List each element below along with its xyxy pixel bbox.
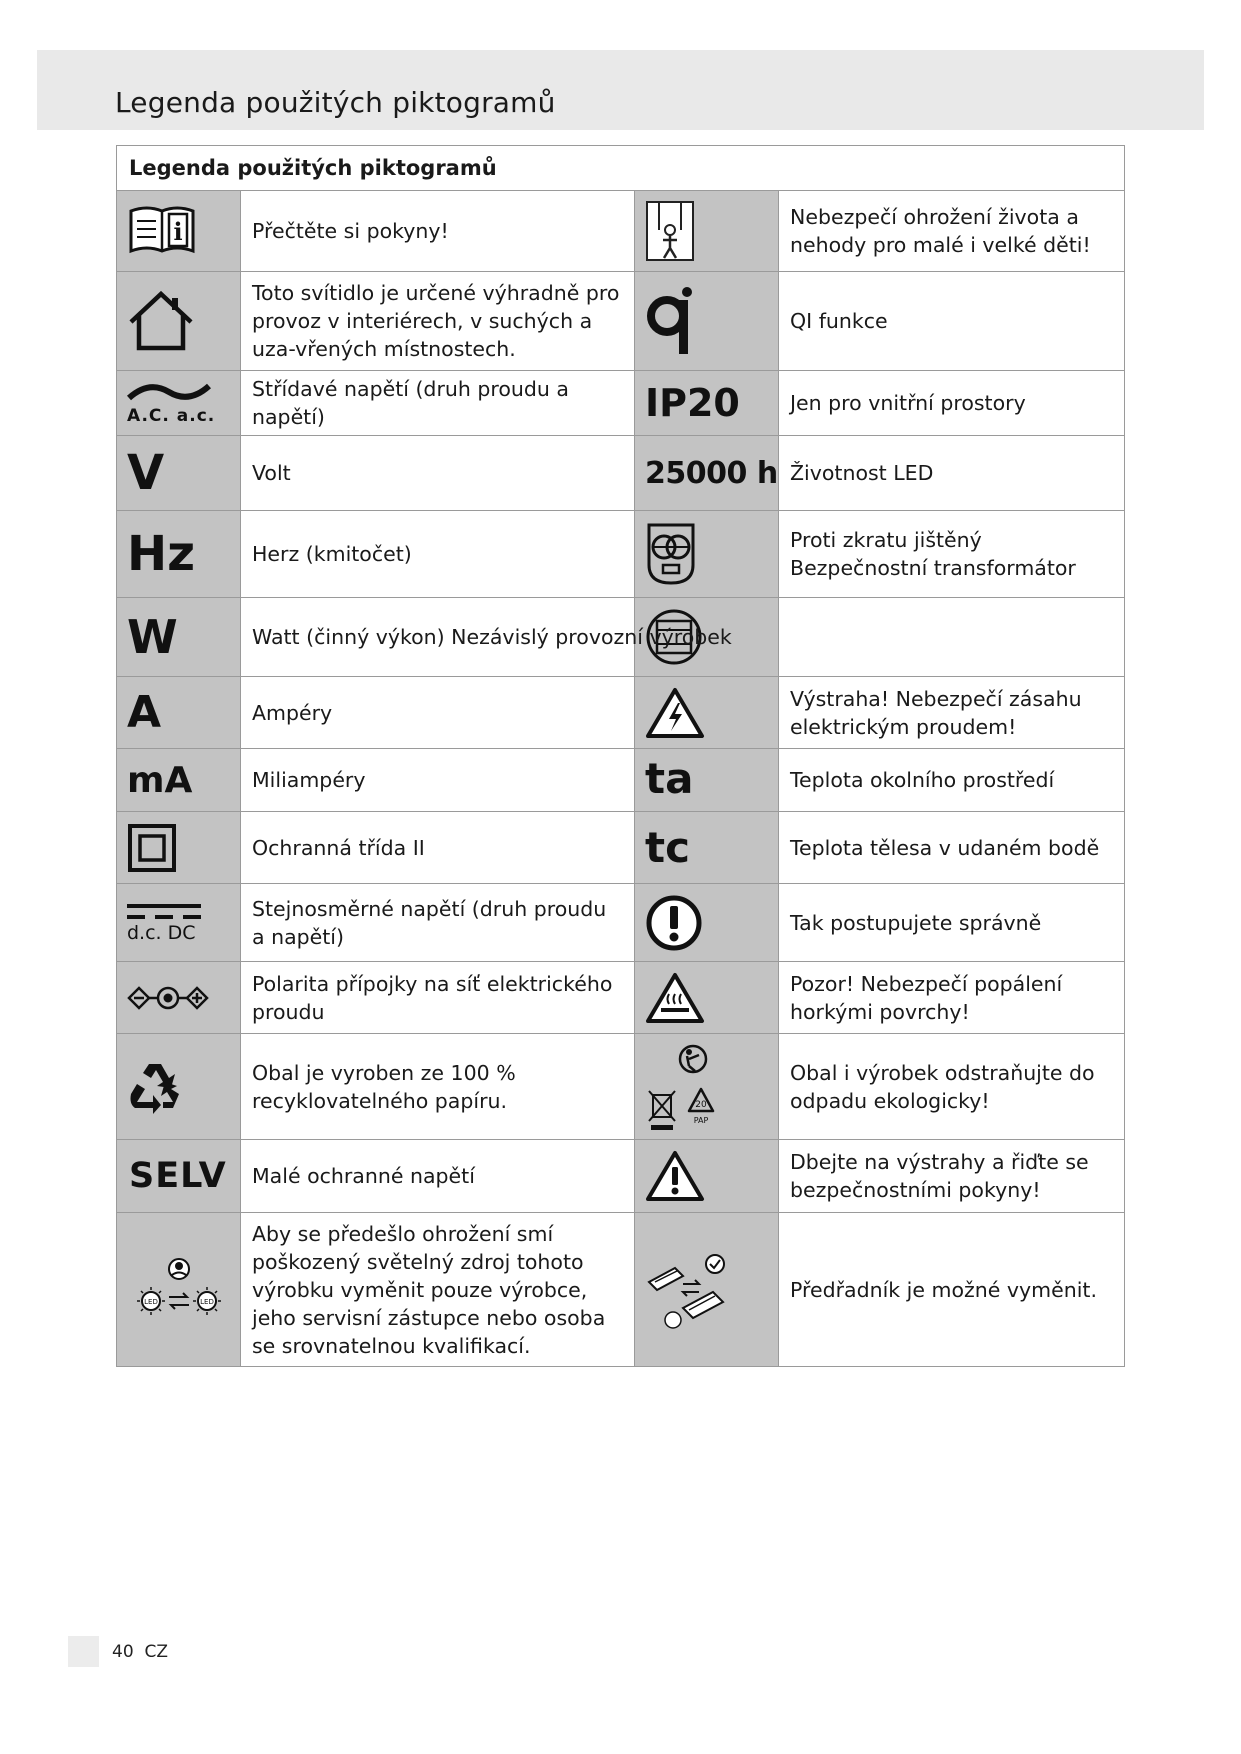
legend-text bbox=[241, 598, 732, 677]
electric-shock-warning-icon bbox=[635, 677, 779, 749]
legend-text: Stejnosměrné napětí (druh proudu a napětí) bbox=[241, 884, 635, 962]
read-instructions-icon bbox=[117, 191, 241, 272]
led-label-right: LED bbox=[199, 1297, 214, 1306]
child-danger-icon bbox=[635, 191, 779, 272]
legend-text: Teplota tělesa v udaném bodě bbox=[779, 812, 1125, 884]
legend-text: Aby se předešlo ohrožení smí poškozený světelný zdroj tohoto výrobku vyměnit pouze výrobce, jeho servisní zástupce nebo osoba se srovnatelnou kvalifikací. bbox=[241, 1213, 635, 1367]
legend-text: Miliampéry bbox=[241, 749, 635, 812]
safety-transformer-icon bbox=[635, 511, 779, 598]
watt-icon bbox=[117, 598, 241, 677]
legend-text: Polarita přípojky na síť elektrického proudu bbox=[241, 962, 635, 1034]
table-row bbox=[117, 812, 1125, 884]
selv-label: SELV bbox=[129, 1156, 227, 1196]
volt-icon bbox=[117, 436, 241, 511]
svg-text:i: i bbox=[173, 217, 183, 246]
hot-surface-warning-icon bbox=[635, 962, 779, 1034]
disposal-code-label: 20 bbox=[695, 1099, 707, 1110]
legend-text: Přečtěte si pokyny! bbox=[241, 191, 635, 272]
legend-text: Volt bbox=[241, 436, 635, 511]
table-row bbox=[117, 272, 1125, 371]
legend-text: Ochranná třída II bbox=[241, 812, 635, 884]
watt-label: W bbox=[127, 610, 178, 664]
dc-icon bbox=[117, 884, 241, 962]
polarity-icon bbox=[117, 962, 241, 1034]
general-warning-icon bbox=[635, 1140, 779, 1213]
ambient-temp-icon bbox=[635, 749, 779, 812]
legend-text: Obal je vyroben ze 100 % recyklovatelného papíru. bbox=[241, 1034, 635, 1140]
selv-icon bbox=[117, 1140, 241, 1213]
led-label-left: LED bbox=[143, 1297, 158, 1306]
ampere-label: A bbox=[127, 687, 162, 738]
milliampere-label: mA bbox=[127, 759, 193, 801]
lifetime-icon bbox=[635, 436, 779, 511]
legend-text: Střídavé napětí (druh proudu a napětí) bbox=[241, 371, 635, 436]
legend-text: QI funkce bbox=[779, 272, 1125, 371]
case-temp-label: tc bbox=[645, 823, 690, 872]
legend-text: Dbejte na výstrahy a řiďte se bezpečnostními pokyny! bbox=[779, 1140, 1125, 1213]
ampere-icon bbox=[117, 677, 241, 749]
page-title: Legenda použitých piktogramů bbox=[115, 86, 556, 119]
legend-text: Herz (kmitočet) bbox=[241, 511, 635, 598]
ballast-replaceable-icon bbox=[635, 1213, 779, 1367]
hertz-icon bbox=[117, 511, 241, 598]
ac-label: A.C. a.c. bbox=[127, 406, 216, 426]
legend-text-content: Watt (činný výkon) Nezávislý provozní výrobek bbox=[252, 625, 732, 649]
legend-text: Jen pro vnitřní prostory bbox=[779, 371, 1125, 436]
legend-text: Tak postupujete správně bbox=[779, 884, 1125, 962]
table-row bbox=[117, 962, 1125, 1034]
ac-wave-icon bbox=[117, 371, 241, 436]
legend-text bbox=[779, 598, 1125, 677]
ip20-icon bbox=[635, 371, 779, 436]
volt-label: V bbox=[127, 445, 165, 501]
table-row bbox=[117, 1140, 1125, 1213]
table-row bbox=[117, 598, 1125, 677]
legend-text: Proti zkratu jištěný Bezpečnostní transformátor bbox=[779, 511, 1125, 598]
legend-text: Nebezpečí ohrožení života a nehody pro malé i velké děti! bbox=[779, 191, 1125, 272]
legend-text: Obal i výrobek odstraňujte do odpadu ekologicky! bbox=[779, 1034, 1125, 1140]
table-row bbox=[117, 1213, 1125, 1367]
table-row bbox=[117, 371, 1125, 436]
table-row bbox=[117, 436, 1125, 511]
table-caption: Legenda použitých piktogramů bbox=[117, 146, 1125, 191]
table-row bbox=[117, 677, 1125, 749]
ip20-label: IP20 bbox=[645, 381, 740, 425]
lifetime-label: 25000 h bbox=[645, 455, 778, 491]
table-row bbox=[117, 191, 1125, 272]
milliampere-icon bbox=[117, 749, 241, 812]
disposal-material-label: PAP bbox=[693, 1115, 709, 1125]
page-footer bbox=[112, 1642, 168, 1662]
legend-text: Teplota okolního prostředí bbox=[779, 749, 1125, 812]
legend-text: Výstraha! Nebezpečí zásahu elektrickým proudem! bbox=[779, 677, 1125, 749]
disposal-icon bbox=[635, 1034, 779, 1140]
hertz-label: Hz bbox=[127, 526, 196, 582]
qi-icon bbox=[635, 272, 779, 371]
legend-text: Předřadník je možné vyměnit. bbox=[779, 1213, 1125, 1367]
case-temp-icon bbox=[635, 812, 779, 884]
page-number: 40 bbox=[112, 1642, 134, 1662]
table-row bbox=[117, 1034, 1125, 1140]
indoor-house-icon bbox=[117, 272, 241, 371]
table-row bbox=[117, 511, 1125, 598]
table-row bbox=[117, 749, 1125, 812]
recycle-icon bbox=[117, 1034, 241, 1140]
legend-text: Ampéry bbox=[241, 677, 635, 749]
led-replacement-icon bbox=[117, 1213, 241, 1367]
pictogram-legend-table bbox=[116, 145, 1125, 1367]
table-row bbox=[117, 884, 1125, 962]
protection-class-2-icon bbox=[117, 812, 241, 884]
legend-text: Malé ochranné napětí bbox=[241, 1140, 635, 1213]
ambient-temp-label: ta bbox=[645, 754, 694, 803]
exclamation-circle-icon bbox=[635, 884, 779, 962]
dc-label: d.c. DC bbox=[127, 921, 196, 944]
language-code: CZ bbox=[144, 1642, 168, 1662]
legend-text: Pozor! Nebezpečí popálení horkými povrchy! bbox=[779, 962, 1125, 1034]
footer-marker bbox=[68, 1636, 99, 1667]
legend-text: Toto svítidlo je určené výhradně pro provoz v interiérech, v suchých a uza-vřených místnostech. bbox=[241, 272, 635, 371]
legend-text: Životnost LED bbox=[779, 436, 1125, 511]
